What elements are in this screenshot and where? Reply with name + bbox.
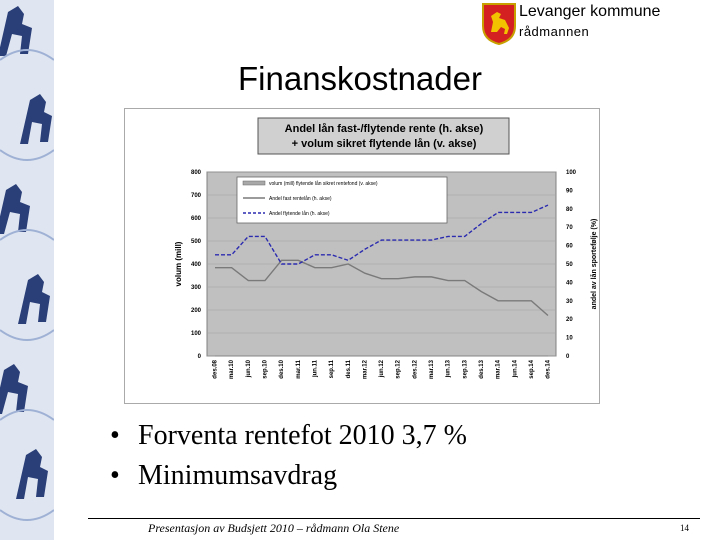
legend (237, 177, 447, 223)
x-tick-label: des.13 (478, 360, 485, 379)
y-tick-label: 0 (197, 354, 201, 360)
x-tick-label: mar.12 (362, 360, 369, 380)
x-tick-label: jun.14 (512, 360, 519, 378)
y2-tick-label: 100 (566, 170, 577, 176)
y-tick-label: 800 (190, 170, 201, 176)
y-tick-label: 300 (190, 285, 201, 291)
x-tick-label: jun.11 (312, 360, 319, 378)
x-tick-label: des.08 (212, 360, 219, 379)
page-title: Finanskostnader (238, 60, 482, 97)
y2-tick-label: 50 (566, 262, 573, 268)
y2-tick-label: 40 (566, 280, 573, 287)
x-tick-label: des.14 (545, 360, 552, 379)
chart-title-line-2: + volum sikret flytende lån (v. akse) (291, 138, 477, 150)
y2-tick-label: 90 (566, 188, 573, 195)
x-tick-label: jun.12 (379, 360, 386, 378)
chart-frame (124, 108, 600, 404)
y2-axis-label: andel av lån sportefølje (%) (591, 218, 598, 310)
org-name: Levanger kommune (519, 3, 661, 20)
y2-tick-label: 10 (566, 335, 573, 342)
legend-swatch-volume (243, 181, 265, 185)
bullet-icon: • (110, 420, 120, 451)
x-tick-label: sep.12 (395, 360, 402, 379)
page-number: 14 (680, 523, 689, 533)
bullet-text: Minimumsavdrag (138, 460, 338, 491)
x-tick-label: mar.14 (495, 360, 502, 380)
bullet-item (110, 460, 467, 500)
y-axis-label: volum (mill) (174, 241, 183, 287)
x-tick-label: sep.11 (329, 360, 336, 379)
chart-svg (125, 109, 599, 403)
bullet-icon: • (110, 460, 120, 491)
x-tick-label: jun.10 (245, 360, 252, 378)
y-tick-label: 200 (190, 308, 201, 314)
x-tick-label: mar.11 (295, 360, 302, 379)
y2-tick-label: 0 (566, 354, 570, 360)
y2-tick-label: 30 (566, 298, 573, 305)
chart-title-line-1: Andel lån fast-/flytende rente (h. akse) (284, 123, 484, 135)
bullet-list (110, 420, 467, 500)
footer-text: Presentasjon av Budsjett 2010 – rådmann Ola Stene (148, 521, 400, 535)
y-tick-label: 600 (190, 216, 201, 222)
y2-tick-label: 80 (566, 206, 573, 213)
x-tick-label: sep.14 (528, 360, 535, 379)
x-tick-label: mar.13 (429, 360, 436, 380)
x-tick-label: des.12 (412, 360, 419, 379)
legend-label-fixed: Andel fast rentelån (h. akse) (269, 196, 332, 202)
left-axis-ticks (191, 170, 202, 360)
org-subtitle: rådmannen (519, 24, 590, 39)
x-axis-ticks (213, 359, 552, 379)
bullet-text: Forventa rentefot 2010 3,7 % (138, 420, 467, 451)
legend-label-floating: Andel flytende lån (h. akse) (269, 211, 330, 217)
y2-tick-label: 70 (566, 225, 573, 232)
bullet-item (110, 420, 467, 460)
x-tick-label: mar.10 (229, 360, 236, 380)
y-tick-label: 500 (190, 239, 201, 245)
y-tick-label: 400 (190, 262, 201, 268)
y-tick-label: 700 (190, 193, 201, 199)
x-tick-label: sep.13 (462, 360, 469, 379)
municipal-logo-icon (481, 2, 517, 46)
right-axis-ticks (566, 170, 577, 360)
y-tick-label: 100 (190, 331, 201, 337)
x-tick-label: des.11 (345, 360, 352, 379)
x-tick-label: sep.10 (262, 360, 269, 379)
x-tick-label: jun.13 (445, 360, 452, 378)
footer-divider (88, 518, 700, 519)
y2-tick-label: 60 (566, 243, 573, 250)
y2-tick-label: 20 (566, 317, 573, 324)
x-tick-label: des.10 (279, 360, 286, 379)
legend-label-volume: volum (mill) flytende lån sikret rentefond (v. akse) (269, 181, 378, 187)
